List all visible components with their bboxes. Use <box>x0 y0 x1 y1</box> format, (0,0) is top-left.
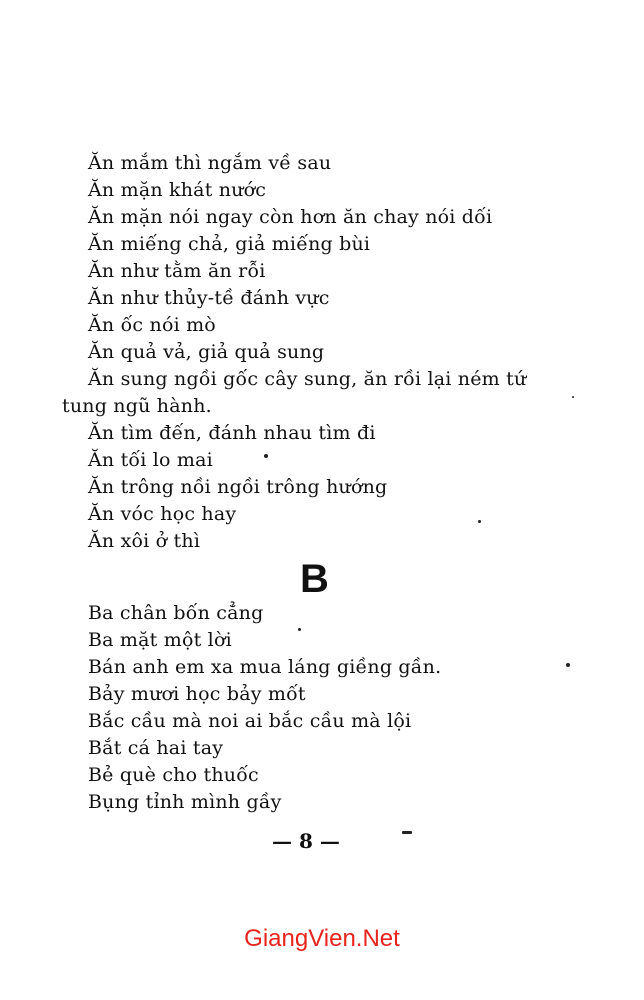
proverb-line: Ăn như thủy-tề đánh vực <box>88 287 330 309</box>
proverb-line: Ba chân bốn cẳng <box>88 602 264 624</box>
proverb-line: Bẻ què cho thuốc <box>88 764 259 786</box>
proverb-line: Bụng tỉnh mình gầy <box>88 791 282 813</box>
proverb-line: Ăn mặn nói ngay còn hơn ăn chay nói dối <box>88 206 493 228</box>
proverb-line: Bắc cầu mà noi ai bắc cầu mà lội <box>88 710 412 732</box>
proverb-line: Ăn miếng chả, giả miếng bùi <box>88 233 371 255</box>
proverb-line: Ba mặt một lời <box>88 629 232 651</box>
proverb-line: Ăn sung ngồi gốc cây sung, ăn rồi lại ném tứ <box>88 368 527 390</box>
proverb-line: Ăn mắm thì ngắm về sau <box>88 152 332 174</box>
proverb-line: Ăn trông nồi ngồi trông hướng <box>88 476 388 498</box>
section-heading: B <box>300 557 329 601</box>
proverb-line: Bắt cá hai tay <box>88 737 224 759</box>
scan-speck <box>566 663 570 667</box>
proverb-line: Ăn quả vả, giả quả sung <box>88 341 325 363</box>
scan-speck <box>572 396 574 398</box>
scan-speck <box>298 628 301 631</box>
proverb-line: Ăn mặn khát nước <box>88 179 267 201</box>
proverb-line: Bán anh em xa mua láng giềng gần. <box>88 656 442 678</box>
scan-speck <box>264 454 268 458</box>
proverb-line: Ăn vóc học hay <box>88 503 237 525</box>
proverb-line: Ăn ốc nói mò <box>88 314 216 336</box>
watermark: GiangVien.Net <box>244 925 400 952</box>
proverb-line: Ăn tối lo mai <box>88 449 213 471</box>
page-number: — 8 — <box>272 829 340 853</box>
proverb-line: Bảy mươi học bảy mốt <box>88 683 306 705</box>
scan-speck <box>478 520 481 523</box>
proverb-line: Ăn xôi ở thì <box>88 530 201 552</box>
scan-speck <box>402 831 412 834</box>
proverb-line-continuation: tung ngũ hành. <box>62 395 212 417</box>
proverb-line: Ăn như tằm ăn rỗi <box>88 260 266 282</box>
proverb-line: Ăn tìm đến, đánh nhau tìm đi <box>88 422 376 444</box>
